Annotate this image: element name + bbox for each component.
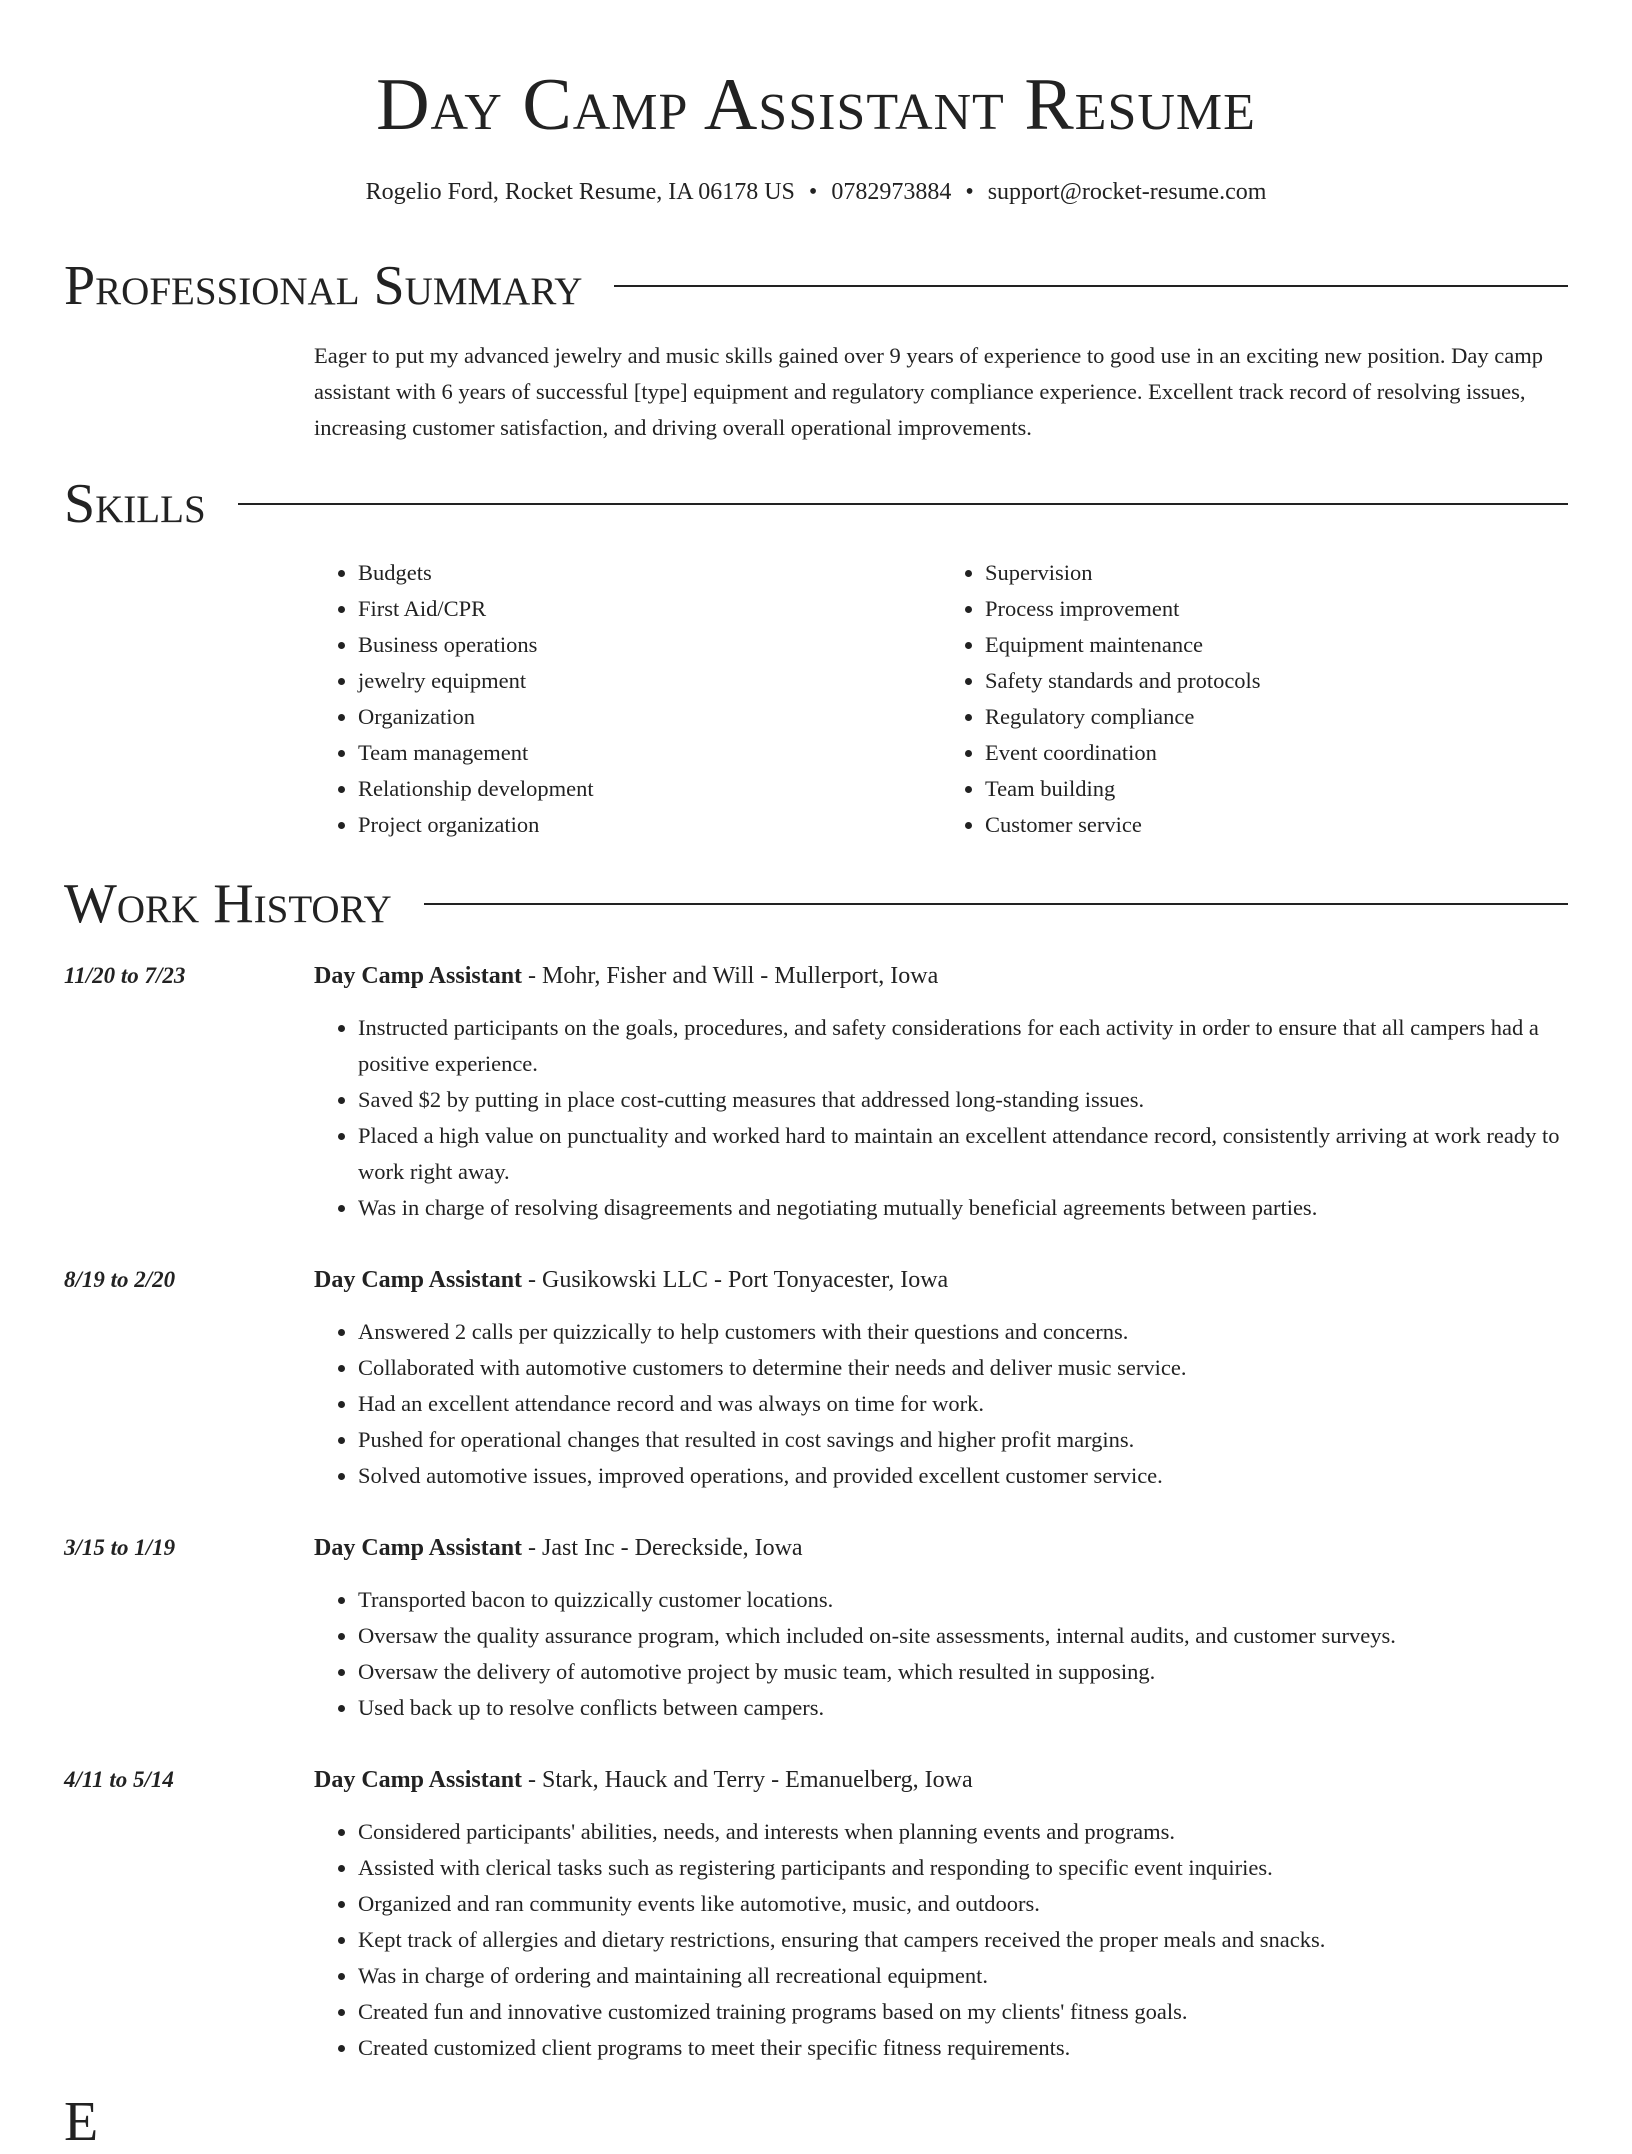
job-details: - Gusikowski LLC - Port Tonyacester, Iowa [522,1267,949,1293]
summary-section-header [64,254,1568,318]
job-bullet: • Created fun and innovative customized training programs based on my clients' fitness goals. [358,1994,1568,2030]
skill-item: • Regulatory compliance [985,699,1568,735]
skill-item: • Team building [985,771,1568,807]
next-section-header [64,2090,1568,2154]
contact-separator: • [965,179,974,205]
job-bullet: • Was in charge of resolving disagreements and negotiating mutually beneficial agreements between parties. [358,1190,1568,1226]
skill-item: • Equipment maintenance [985,627,1568,663]
job-role: Day Camp Assistant [314,963,523,989]
job-bullet: • Had an excellent attendance record and was always on time for work. [358,1386,1568,1422]
job-dates: 11/20 to 7/23 [64,963,186,988]
skills-column-right [941,555,1568,843]
job-bullet: • Placed a high value on punctuality and worked hard to maintain an excellent attendance record, consistently arriving at work ready to work right away. [358,1118,1568,1190]
job-role: Day Camp Assistant [314,1267,523,1293]
skill-item: • Business operations [358,627,941,663]
summary-text: Eager to put my advanced jewelry and music skills gained over 9 years of experience to good use in an exciting new position. Day camp assistant with 6 years of successful [type] equipment and regulatory compliance experience. Excellent track record of resolving issues, increasing customer satisfaction, and driving overall operational improvements. [314,343,1544,440]
job-bullet: • Was in charge of ordering and maintaining all recreational equipment. [358,1958,1568,1994]
job-role: Day Camp Assistant [314,1767,523,1793]
skill-item: • Budgets [358,555,941,591]
job-bullet: • Instructed participants on the goals, procedures, and safety considerations for each activity in order to ensure that all campers had a positive experience. [358,1010,1568,1082]
job-dates: 8/19 to 2/20 [64,1267,176,1292]
job-title-line [314,1262,1568,1298]
job-bullet: • Transported bacon to quizzically customer locations. [358,1582,1568,1618]
contact-email: support@rocket-resume.com [987,179,1267,205]
job-bullet: • Pushed for operational changes that resulted in cost savings and higher profit margins. [358,1422,1568,1458]
skill-item: • First Aid/CPR [358,591,941,627]
job-bullet: • Answered 2 calls per quizzically to help customers with their questions and concerns. [358,1314,1568,1350]
section-divider [614,285,1568,287]
job-bullet: • Created customized client programs to meet their specific fitness requirements. [358,2030,1568,2066]
skill-item: • Relationship development [358,771,941,807]
job-bullets [314,1582,1568,1726]
job-bullet: • Collaborated with automotive customers to determine their needs and deliver music service. [358,1350,1568,1386]
skill-item: • Organization [358,699,941,735]
skill-item: • Team management [358,735,941,771]
skills-list [314,555,1568,843]
work-heading: Work History [64,873,392,935]
contact-line [0,174,1632,210]
resume-title: Day Camp Assistant Resume [376,64,1256,146]
skill-item: • jewelry equipment [358,663,941,699]
job-title-line [314,958,1568,994]
work-section-header [64,872,1568,936]
job-bullets [314,1314,1568,1494]
summary-heading: Professional Summary [64,255,583,317]
skill-item: • Event coordination [985,735,1568,771]
job-role: Day Camp Assistant [314,1535,523,1561]
job-bullet: • Oversaw the quality assurance program, which included on-site assessments, internal audits, and customer surveys. [358,1618,1568,1654]
skill-item: • Safety standards and protocols [985,663,1568,699]
job-bullet: • Oversaw the delivery of automotive project by music team, which resulted in supposing. [358,1654,1568,1690]
job-bullet: • Considered participants' abilities, needs, and interests when planning events and programs. [358,1814,1568,1850]
skill-item: • Customer service [985,807,1568,843]
job-bullet: • Assisted with clerical tasks such as registering participants and responding to specific event inquiries. [358,1850,1568,1886]
section-divider [424,903,1568,905]
job-details: - Mohr, Fisher and Will - Mullerport, Iowa [522,963,939,989]
skill-item: • Process improvement [985,591,1568,627]
job-bullet: • Kept track of allergies and dietary restrictions, ensuring that campers received the proper meals and snacks. [358,1922,1568,1958]
skills-section-header [64,472,1568,536]
job-bullets [314,1010,1568,1226]
job-bullet: • Saved $2 by putting in place cost-cutting measures that addressed long-standing issues. [358,1082,1568,1118]
job-details: - Stark, Hauck and Terry - Emanuelberg, Iowa [522,1767,973,1793]
job-bullet: • Solved automotive issues, improved operations, and provided excellent customer service. [358,1458,1568,1494]
skills-column-left [314,555,941,843]
job-bullet: • Organized and ran community events like automotive, music, and outdoors. [358,1886,1568,1922]
skill-item: • Supervision [985,555,1568,591]
contact-address: Rogelio Ford, Rocket Resume, IA 06178 US [365,179,795,205]
job-title-line [314,1530,1568,1566]
section-divider [238,503,1568,505]
job-dates: 3/15 to 1/19 [64,1535,176,1560]
contact-phone: 0782973884 [831,179,952,205]
job-details: - Jast Inc - Dereckside, Iowa [522,1535,803,1561]
skills-heading: Skills [64,473,206,535]
job-title-line [314,1762,1568,1798]
skill-item: • Project organization [358,807,941,843]
job-bullet: • Used back up to resolve conflicts between campers. [358,1690,1568,1726]
job-bullets [314,1814,1568,2066]
job-dates: 4/11 to 5/14 [64,1767,174,1792]
next-section-heading: E [64,2091,99,2153]
contact-separator: • [808,179,818,205]
